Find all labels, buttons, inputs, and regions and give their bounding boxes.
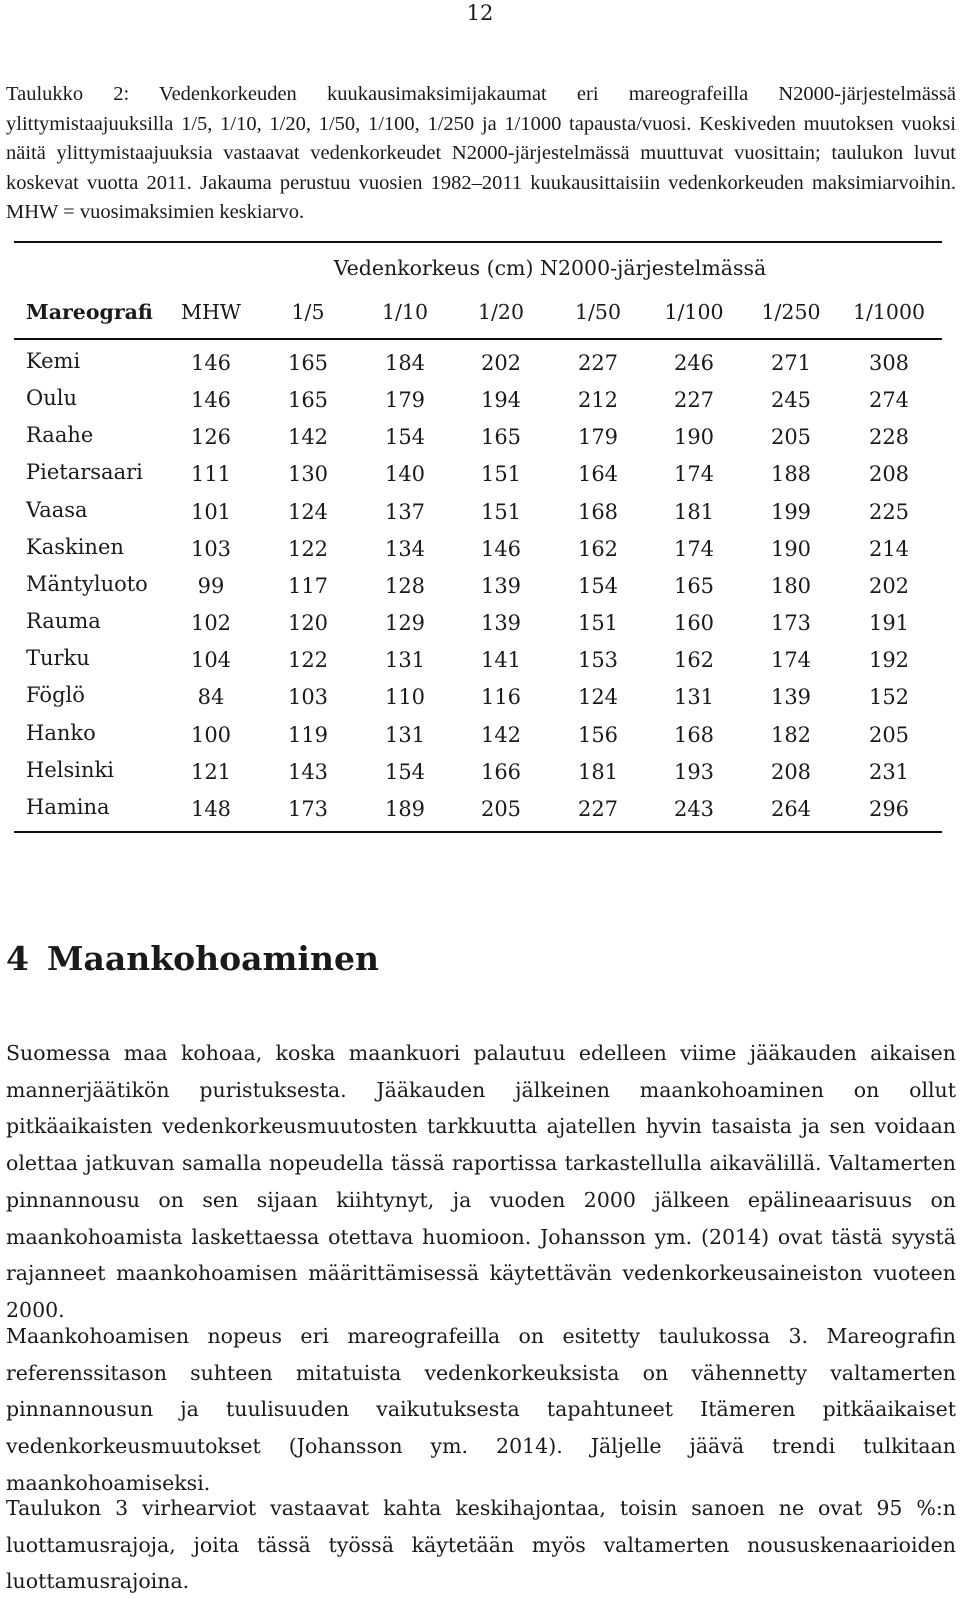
column-header-station: Mareografi (26, 300, 153, 324)
table-cell: 214 (868, 536, 910, 561)
table-cell: 153 (577, 648, 619, 673)
table-top-rule (14, 241, 942, 243)
table-cell: 139 (480, 611, 522, 636)
table-cell: 151 (480, 499, 522, 524)
table-cell: 173 (287, 796, 329, 821)
station-name: Vaasa (26, 497, 88, 522)
column-header: 1/100 (664, 300, 724, 324)
station-name: Raahe (26, 423, 94, 448)
table-cell: 246 (673, 351, 715, 375)
table-cell: 99 (197, 573, 225, 598)
station-name: Helsinki (26, 757, 114, 782)
table-cell: 131 (384, 648, 426, 673)
table-cell: 174 (673, 536, 715, 561)
table-cell: 120 (287, 611, 329, 636)
table-cell: 151 (577, 611, 619, 636)
table-cell: 151 (480, 462, 522, 487)
table-cell: 194 (480, 388, 522, 413)
table-cell: 154 (577, 573, 619, 598)
table-cell: 179 (577, 425, 619, 450)
table-header-row (0, 297, 960, 331)
table-cell: 110 (384, 685, 426, 710)
table-cell: 208 (770, 759, 812, 784)
table-cell: 227 (577, 351, 619, 375)
table-cell: 231 (868, 759, 910, 784)
table-cell: 84 (197, 685, 225, 710)
station-name: Hamina (26, 794, 110, 819)
table-cell: 205 (770, 425, 812, 450)
table-cell: 124 (577, 685, 619, 710)
table-cell: 164 (577, 462, 619, 487)
station-name: Föglö (26, 683, 85, 708)
table-cell: 225 (868, 499, 910, 524)
table-cell: 168 (577, 499, 619, 524)
table-cell: 189 (384, 796, 426, 821)
table-cell: 103 (190, 536, 232, 561)
table-cell: 140 (384, 462, 426, 487)
table-cell: 243 (673, 796, 715, 821)
table-cell: 274 (868, 388, 910, 413)
table-cell: 202 (868, 573, 910, 598)
table-cell: 119 (287, 722, 329, 747)
table-cell: 174 (770, 648, 812, 673)
table-cell: 146 (190, 351, 232, 375)
table-cell: 308 (868, 351, 910, 375)
table-row (0, 348, 960, 385)
table-cell: 228 (868, 425, 910, 450)
table-cell: 131 (673, 685, 715, 710)
table-cell: 179 (384, 388, 426, 413)
table-cell: 142 (480, 722, 522, 747)
column-header: 1/5 (291, 300, 325, 324)
table-cell: 192 (868, 648, 910, 673)
table-cell: 181 (673, 499, 715, 524)
section-heading (6, 937, 379, 981)
table-cell: 154 (384, 759, 426, 784)
station-name: Pietarsaari (26, 460, 143, 485)
station-name: Hanko (26, 720, 96, 745)
table-row (0, 720, 960, 757)
table-cell: 142 (287, 425, 329, 450)
table-cell: 264 (770, 796, 812, 821)
table-row (0, 459, 960, 496)
table-cell: 296 (868, 796, 910, 821)
body-paragraph: Maankohoamisen nopeus eri mareografeilla on esitetty taulukossa 3. Mareografin referenssitason suhteen mitatuista vedenkorkeuksista on vähennetty valtamerten pinnannousun ja tuulisuuden vaikutuksesta tapahtuneet Itämeren pitkäaikaiset vedenkorkeusmuutokset (Johansson ym. 2014). Jäljelle jäävä trendi tulkitaan maankohoamiseksi. (6, 1324, 956, 1495)
table-cell: 199 (770, 499, 812, 524)
table-cell: 156 (577, 722, 619, 747)
table-cell: 104 (190, 648, 232, 673)
body-paragraph: Taulukon 3 virhearviot vastaavat kahta keskihajontaa, toisin sanoen ne ovat 95 %:n luottamusrajoja, joita tässä työssä käytetään myös valtamerten noususkenaarioiden luottamusrajoina. (6, 1496, 956, 1594)
table-caption: Taulukko 2: Vedenkorkeuden kuukausimaksimijakaumat eri mareografeilla N2000-järjestelmässä ylittymistaajuuksilla 1/5, 1/10, 1/20, 1/50, 1/100, 1/250 ja 1/1000 tapausta/vuosi. Keskiveden muutoksen vuoksi näitä ylittymistaajuuksia vastaavat vedenkorkeudet N2000-järjestelmässä muuttuvat vuosittain; taulukon luvut koskevat vuotta 2011. Jakauma perustuu vuosien 1982–2011 kuukausittaisiin vedenkorkeuden maksimiarvoihin. MHW = vuosimaksimien keskiarvo. (6, 83, 956, 223)
column-header: 1/10 (381, 300, 429, 324)
station-name: Oulu (26, 386, 77, 411)
table-row (0, 608, 960, 645)
column-header: 1/20 (477, 300, 525, 324)
table-cell: 148 (190, 796, 232, 821)
table-cell: 160 (673, 611, 715, 636)
table-cell: 190 (770, 536, 812, 561)
table-row (0, 682, 960, 719)
column-header: MHW (181, 300, 241, 324)
table-cell: 122 (287, 648, 329, 673)
table-cell: 117 (287, 573, 329, 598)
table-cell: 184 (384, 351, 426, 375)
table-cell: 191 (868, 611, 910, 636)
table-cell: 227 (673, 388, 715, 413)
table-cell: 146 (480, 536, 522, 561)
table-cell: 139 (770, 685, 812, 710)
table-cell: 101 (190, 499, 232, 524)
column-header: 1/250 (761, 300, 821, 324)
table-cell: 271 (770, 351, 812, 375)
table-cell: 139 (480, 573, 522, 598)
table-cell: 141 (480, 648, 522, 673)
station-name: Mäntyluoto (26, 571, 148, 596)
section-number: 4 (6, 939, 29, 978)
table-row (0, 794, 960, 831)
table-cell: 190 (673, 425, 715, 450)
table-cell: 111 (190, 462, 232, 487)
table-cell: 146 (190, 388, 232, 413)
table-cell: 212 (577, 388, 619, 413)
station-name: Rauma (26, 609, 101, 634)
table-header-rule (14, 338, 942, 340)
table-cell: 124 (287, 499, 329, 524)
table-cell: 121 (190, 759, 232, 784)
table-row (0, 422, 960, 459)
table-cell: 100 (190, 722, 232, 747)
table-cell: 131 (384, 722, 426, 747)
table-cell: 122 (287, 536, 329, 561)
table-cell: 193 (673, 759, 715, 784)
table-row (0, 385, 960, 422)
table-group-header: Vedenkorkeus (cm) N2000-järjestelmässä (333, 256, 767, 280)
table-cell: 103 (287, 685, 329, 710)
table-cell: 227 (577, 796, 619, 821)
table-cell: 180 (770, 573, 812, 598)
table-cell: 130 (287, 462, 329, 487)
table-cell: 116 (480, 685, 522, 710)
table-cell: 102 (190, 611, 232, 636)
table-cell: 129 (384, 611, 426, 636)
table-cell: 165 (480, 425, 522, 450)
table-cell: 182 (770, 722, 812, 747)
table-cell: 165 (673, 573, 715, 598)
table-cell: 134 (384, 536, 426, 561)
table-row (0, 571, 960, 608)
table-bottom-rule (14, 831, 942, 833)
table-cell: 205 (480, 796, 522, 821)
table-cell: 128 (384, 573, 426, 598)
column-header: 1/50 (574, 300, 622, 324)
table-cell: 154 (384, 425, 426, 450)
column-header: 1/1000 (852, 300, 926, 324)
table-cell: 165 (287, 351, 329, 375)
section-title: Maankohoaminen (46, 939, 379, 978)
table-cell: 173 (770, 611, 812, 636)
table-cell: 188 (770, 462, 812, 487)
station-name: Kaskinen (26, 534, 124, 559)
station-name: Kemi (26, 349, 81, 373)
page-number: 12 (466, 1, 494, 25)
station-name: Turku (26, 646, 90, 671)
table-cell: 126 (190, 425, 232, 450)
table-cell: 152 (868, 685, 910, 710)
table-cell: 174 (673, 462, 715, 487)
table-cell: 168 (673, 722, 715, 747)
table-row (0, 645, 960, 682)
table-cell: 202 (480, 351, 522, 375)
body-paragraph: Suomessa maa kohoaa, koska maankuori palautuu edelleen viime jääkauden aikaisen mannerjäätikön puristuksesta. Jääkauden jälkeinen maankohoaminen on ollut pitkäaikaisten vedenkorkeusmuutosten tarkkuutta ajatellen hyvin tasaista ja sen voidaan olettaa jatkuvan samalla nopeudella tässä raportissa tarkastellulla aikavälillä. Valtamerten pinnannousu on sen sijaan kiihtynyt, ja vuoden 2000 jälkeen epälineaarisuus on maankohoamista laskettaessa otettava huomioon. Johansson ym. (2014) ovat tästä syystä rajanneet maankohoamisen määrittämisessä käytettävän vedenkorkeusaineiston vuoteen 2000. (6, 1041, 956, 1322)
table-cell: 162 (577, 536, 619, 561)
table-cell: 245 (770, 388, 812, 413)
table-cell: 165 (287, 388, 329, 413)
table-row (0, 757, 960, 794)
table-cell: 205 (868, 722, 910, 747)
table-cell: 137 (384, 499, 426, 524)
table-row (0, 534, 960, 571)
table-cell: 181 (577, 759, 619, 784)
table-cell: 208 (868, 462, 910, 487)
table-cell: 162 (673, 648, 715, 673)
table-cell: 143 (287, 759, 329, 784)
table-row (0, 497, 960, 534)
table-cell: 166 (480, 759, 522, 784)
